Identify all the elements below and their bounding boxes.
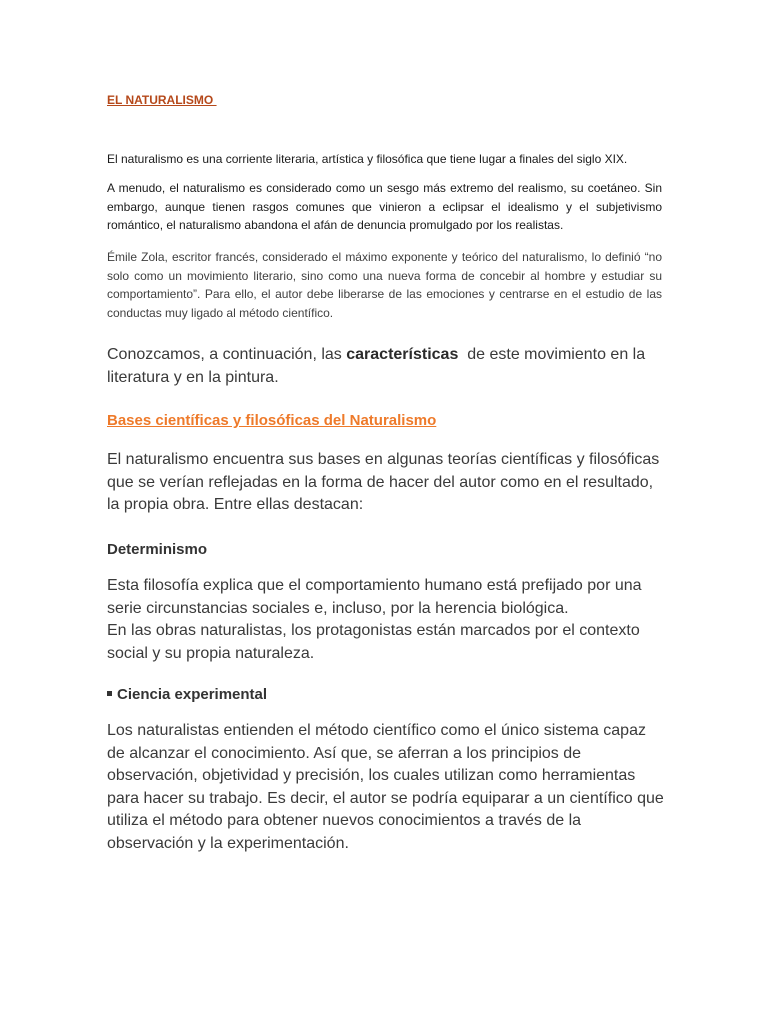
determinismo-paragraph: Esta filosofía explica que el comportamiento humano está prefijado por una serie circunstancias sociales e, incluso, por la herencia biológica. bbox=[107, 577, 642, 617]
lead-bold-term: características bbox=[346, 346, 459, 363]
determinismo-paragraph: En las obras naturalistas, los protagonistas están marcados por el contexto social y su propia naturaleza. bbox=[107, 622, 640, 662]
lead-text-end: de este movimiento en la literatura y en la pintura. bbox=[107, 346, 650, 386]
subheading-determinismo: Determinismo bbox=[107, 541, 208, 558]
zola-paragraph: Émile Zola, escritor francés, considerado el máximo exponente y teórico del naturalismo, lo definió “no solo como un movimiento literario, sino como una nueva forma de concebir al hombre y estudiar su comportamiento”. Para ello, el autor debe liberarse de las emociones y centrarse en el estudio de las conductas muy ligado al método científico. bbox=[107, 250, 662, 320]
lead-text-start: Conozcamos, a continuación, las bbox=[107, 346, 347, 363]
lead-paragraph bbox=[107, 343, 667, 389]
subheading-label: Ciencia experimental bbox=[117, 686, 268, 703]
document-title: EL NATURALISMO bbox=[107, 93, 217, 107]
section-paragraph: El naturalismo encuentra sus bases en algunas teorías científicas y filosóficas que se verían reflejadas en la forma de hacer del autor como en el resultado, la propia obra. Entre ellas destacan: bbox=[107, 451, 660, 513]
intro-paragraph: El naturalismo es una corriente literaria, artística y filosófica que tiene lugar a finales del siglo XIX. bbox=[107, 152, 628, 166]
intro-paragraph: A menudo, el naturalismo es considerado como un sesgo más extremo del realismo, su coetáneo. Sin embargo, aunque tienen rasgos comunes que vinieron a eclipsar el idealismo y el subjetivismo romántico, el naturalismo abandona el afán de denuncia promulgado por los realistas. bbox=[107, 181, 662, 232]
square-bullet-icon bbox=[107, 691, 112, 696]
subheading-ciencia-experimental bbox=[107, 686, 267, 703]
ciencia-paragraph: Los naturalistas entienden el método científico como el único sistema capaz de alcanzar el conocimiento. Así que, se aferran a los principios de observación, objetividad y precisión, los cuales utilizan como herramientas para hacer su trabajo. Es decir, el autor se podría equiparar a un científico que utiliza el método para obtener nuevos conocimientos a través de la observación y la experimentación. bbox=[107, 722, 664, 852]
section-heading-link[interactable]: Bases científicas y filosóficas del Naturalismo bbox=[107, 412, 437, 429]
